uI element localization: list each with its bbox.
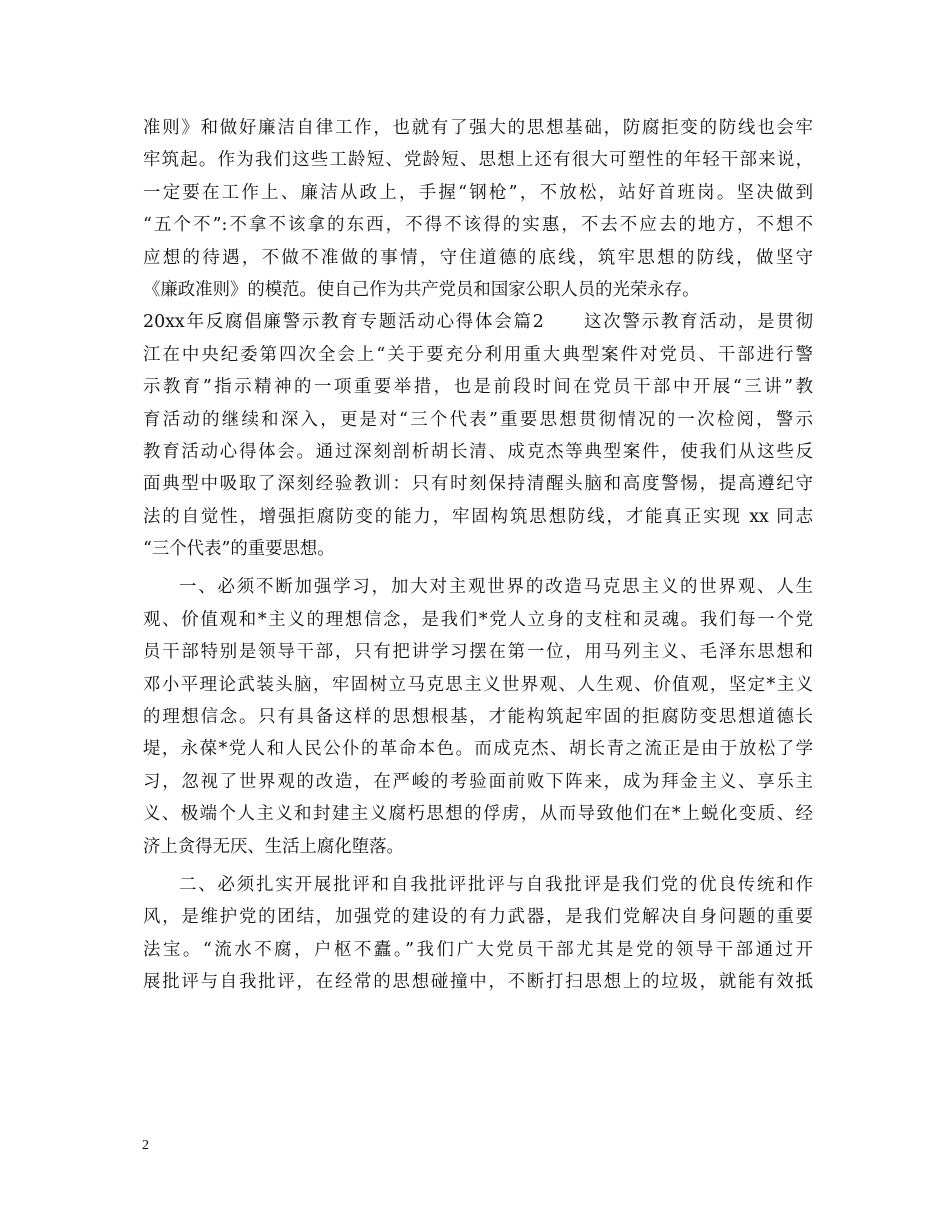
paragraph-first-line: 二、必须扎实开展批评和自我批评批评与自我批评是我们党的优良传统和作	[179, 874, 813, 895]
paragraph-first-line: 一、必须不断加强学习，加大对主观世界的改造马克思主义的世界观、人生	[179, 577, 813, 598]
text-line: 准则》和做好廉洁自律工作，也就有了强大的思想基础，防腐拒变的防线也会牢	[143, 118, 813, 138]
text-line: 习，忽视了世界观的改造，在严峻的考验面前败下阵来，成为拜金主义、享乐主	[143, 771, 813, 792]
text-line: 员干部特别是领导干部，只有把讲学习摆在第一位，用马列主义、毛泽东思想和	[143, 642, 813, 663]
page-number: 2	[142, 1138, 149, 1153]
text-line: 观、价值观和*主义的理想信念，是我们*党人立身的支柱和灵魂。我们每一个党	[143, 609, 813, 630]
section-heading-line: 20xx年反腐倡廉警示教育专题活动心得体会篇2 这次警示教育活动，是贯彻	[143, 312, 813, 333]
text-line: “三个代表”的重要思想。	[143, 539, 335, 560]
text-line: 应想的待遇，不做不准做的事情，守住道德的底线，筑牢思想的防线，做坚守	[143, 247, 813, 268]
text-line: 牢筑起。作为我们这些工龄短、党龄短、思想上还有很大可塑性的年轻干部来说，	[143, 150, 813, 171]
body-text	[143, 112, 813, 999]
text-line: 义、极端个人主义和封建主义腐朽思想的俘虏，从而导致他们在*上蜕化变质、经	[143, 804, 813, 825]
text-line: 邓小平理论武装头脑，牢固树立马克思主义世界观、人生观、价值观，坚定*主义	[143, 674, 813, 695]
text-line: 示教育”指示精神的一项重要举措，也是前段时间在党员干部中开展“三讲”教	[143, 377, 813, 398]
text-line: 堤，永葆*党人和人民公仆的革命本色。而成克杰、胡长青之流正是由于放松了学	[143, 739, 813, 760]
text-line: 法的自觉性，增强拒腐防变的能力，牢固构筑思想防线，才能真正实现 xx 同志	[143, 506, 813, 527]
text-line: 教育活动心得体会。通过深刻剖析胡长清、成克杰等典型案件，使我们从这些反	[143, 441, 813, 462]
text-line: 展批评与自我批评，在经常的思想碰撞中，不断打扫思想上的垃圾，就能有效抵	[143, 972, 813, 993]
text-line: 面典型中吸取了深刻经验教训：只有时刻保持清醒头脑和高度警惕，提高遵纪守	[143, 474, 813, 495]
text-line: 的理想信念。只有具备这样的思想根基，才能构筑起牢固的拒腐防变思想道德长	[143, 707, 813, 728]
text-line: 济上贪得无厌、生活上腐化堕落。	[143, 836, 404, 857]
text-line: 风，是维护党的团结，加强党的建设的有力武器，是我们党解决自身问题的重要	[143, 907, 813, 928]
text-line: 江在中央纪委第四次全会上“关于要充分利用重大典型案件对党员、干部进行警	[143, 344, 813, 365]
text-line: 育活动的继续和深入，更是对“三个代表”重要思想贯彻情况的一次检阅，警示	[143, 409, 813, 430]
text-line: “五个不”:不拿不该拿的东西，不得不该得的实惠，不去不应去的地方，不想不	[143, 215, 813, 236]
text-line: 法宝。“流水不腐，户枢不蠹。”我们广大党员干部尤其是党的领导干部通过开	[143, 939, 813, 960]
text-line: 一定要在工作上、廉洁从政上，手握“钢枪”，不放松，站好首班岗。坚决做到	[143, 182, 813, 203]
text-line: 《廉政准则》的模范。使自己作为共产党员和国家公职人员的光荣永存。	[143, 279, 700, 300]
